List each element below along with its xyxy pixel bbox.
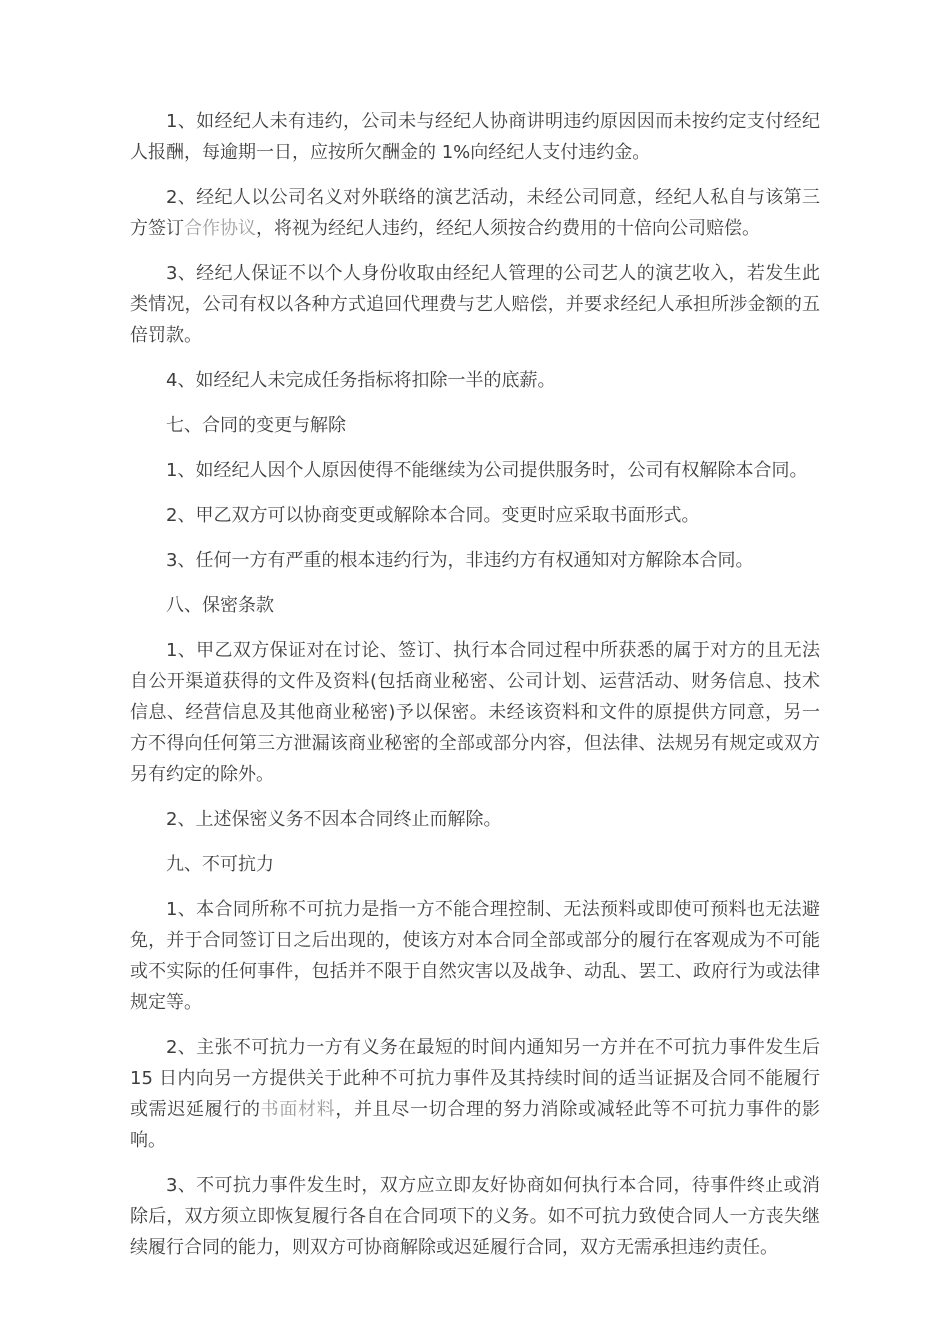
- text-segment: 1、如经纪人因个人原因使得不能继续为公司提供服务时，公司有权解除本合同。: [166, 460, 808, 481]
- text-segment: 1、本合同所称不可抗力是指一方不能合理控制、无法预料或即使可预料也无法避免，并于合同签订日之后出现的，使该方对本合同全部或部分的履行在客观成为不可能或不实际的任何事件，包括并不限于自然灾害以及战争、动乱、罢工、政府行为或法律规定等。: [130, 899, 820, 1013]
- section-heading: [130, 590, 820, 621]
- text-segment: 2、经纪人以公司名义对外联络的演艺活动，未经公司同意，经纪人私自与该第三方签订: [130, 187, 820, 239]
- clause-paragraph: [130, 106, 820, 168]
- clause-paragraph: [130, 894, 820, 1018]
- text-segment: 2、上述保密义务不因本合同终止而解除。: [166, 809, 502, 830]
- clause-paragraph: [130, 1170, 820, 1263]
- clause-paragraph: [130, 500, 820, 531]
- clause-paragraph: [130, 365, 820, 396]
- inline-keyword-link[interactable]: 合作协议: [184, 218, 256, 239]
- text-segment: 八、保密条款: [166, 595, 274, 616]
- clause-paragraph: [130, 182, 820, 244]
- text-segment: 1、如经纪人未有违约，公司未与经纪人协商讲明违约原因因而未按约定支付经纪人报酬，每逾期一日，应按所欠酬金的 1%向经纪人支付违约金。: [130, 111, 820, 163]
- clause-paragraph: [130, 258, 820, 351]
- text-segment: ，将视为经纪人违约，经纪人须按合约费用的十倍向公司赔偿。: [256, 218, 760, 239]
- clause-paragraph: [130, 635, 820, 790]
- text-segment: 3、不可抗力事件发生时，双方应立即友好协商如何执行本合同，待事件终止或消除后，双方须立即恢复履行各自在合同项下的义务。如不可抗力致使合同人一方丧失继续履行合同的能力，则双方可协商解除或迟延履行合同，双方无需承担违约责任。: [130, 1175, 820, 1258]
- clause-paragraph: [130, 455, 820, 486]
- text-segment: 4、如经纪人未完成任务指标将扣除一半的底薪。: [166, 370, 556, 391]
- clause-paragraph: [130, 1032, 820, 1156]
- inline-keyword-link[interactable]: 书面材料: [260, 1099, 336, 1120]
- clause-paragraph: [130, 804, 820, 835]
- text-segment: 九、不可抗力: [166, 854, 274, 875]
- text-segment: ，并且尽一切合理的努力消除或减轻此等不可抗力事件的影响。: [130, 1099, 821, 1151]
- text-segment: 3、任何一方有严重的根本违约行为，非违约方有权通知对方解除本合同。: [166, 550, 754, 571]
- text-segment: 2、主张不可抗力一方有义务在最短的时间内通知另一方并在不可抗力事件发生后 15 日内向另一方提供关于此种不可抗力事件及其持续时间的适当证据及合同不能履行或需迟延履行的: [130, 1037, 820, 1120]
- section-heading: [130, 410, 820, 441]
- text-segment: 七、合同的变更与解除: [166, 415, 346, 436]
- text-segment: 2、甲乙双方可以协商变更或解除本合同。变更时应采取书面形式。: [166, 505, 700, 526]
- text-segment: 1、甲乙双方保证对在讨论、签订、执行本合同过程中所获悉的属于对方的且无法自公开渠道获得的文件及资料(包括商业秘密、公司计划、运营活动、财务信息、技术信息、经营信息及其他商业秘密)予以保密。未经该资料和文件的原提供方同意，另一方不得向任何第三方泄漏该商业秘密的全部或部分内容，但法律、法规另有规定或双方另有约定的除外。: [130, 640, 820, 785]
- section-heading: [130, 849, 820, 880]
- clause-paragraph: [130, 545, 820, 576]
- text-segment: 3、经纪人保证不以个人身份收取由经纪人管理的公司艺人的演艺收入，若发生此类情况，公司有权以各种方式追回代理费与艺人赔偿，并要求经纪人承担所涉金额的五倍罚款。: [130, 263, 820, 346]
